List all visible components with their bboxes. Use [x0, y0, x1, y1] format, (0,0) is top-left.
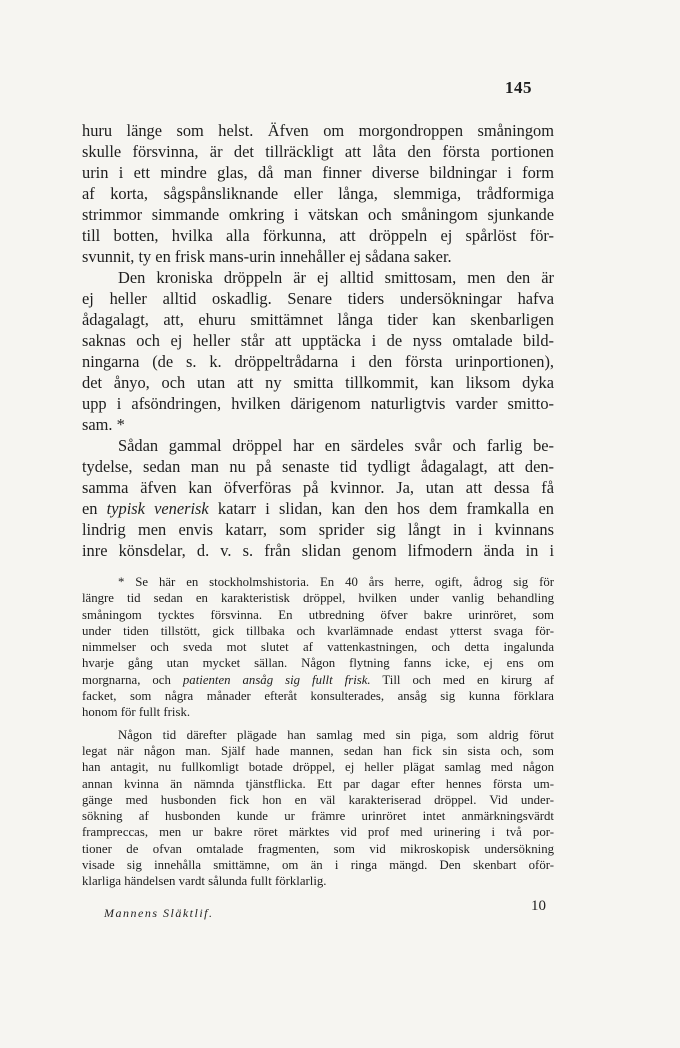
text-line: ådagalagt, att, ehuru smittämnet långa tider kan skenbarligen [82, 310, 554, 329]
footnotes [82, 574, 554, 890]
text-line: inre könsdelar, d. v. s. från slidan genom lifmodern ända in i [82, 541, 554, 560]
text-fragment: morgnarna, och [82, 672, 171, 687]
footnote-line: framprессas, men ur bakre röret märktes vid prof med urinering i två por- [82, 825, 554, 840]
text-line: skulle försvinna, är det tillräckligt att låta den första portionen [82, 142, 554, 161]
text-line: det ånyo, och utan att ny smitta tillkommit, kan liksom dyka [82, 373, 554, 392]
signature-mark: Mannens Släktlif. [104, 906, 214, 920]
footnote-line: * Se här en stockholmshistoria. En 40 års herre, ogift, ådrog sig för [118, 575, 554, 589]
footnote-line: han antagit, nu fullkomligt botade dröppel, ej heller plägat samlag med någon [82, 760, 554, 775]
text-fragment: Till och med en kirurg af [382, 672, 555, 687]
text-line: samma äfven kan öfverföras på kvinnor. Ja, utan att dessa få [82, 478, 554, 497]
footnote-line: annan kvinna än nämnda tjänstflicka. Ett par dagar efter hennes första um- [82, 776, 554, 791]
footnote-line [82, 672, 554, 688]
text-line: Sådan gammal dröppel har en särdeles svår och farlig be- [118, 436, 554, 455]
text-line: ningarna (de s. k. dröppeltrådarna i den första urinportionen), [82, 352, 554, 371]
footnote-line: klarliga händelsen vardt sålunda fullt förklarlig. [82, 874, 327, 889]
footnote-line: tioner de ofvan omtalade fragmenten, som vid mikroskopisk undersökning [82, 841, 554, 856]
text-line: urin i ett mindre glas, då man finner diverse bildningar i form [82, 163, 554, 182]
footnote-line: småningom tycktes försvinna. En utbredning öfver bakre urinröret, som [82, 607, 554, 622]
italic-phrase: typisk venerisk [106, 499, 209, 518]
footnote-line: sökning af husbonden kunde ur främre urinröret intet anmärkningsvärdt [82, 809, 554, 824]
text-line: till botten, hvilka alla förkunna, att dröppeln ej spårlöst för- [82, 226, 554, 245]
text-fragment: en [82, 499, 98, 518]
italic-phrase: patienten ansåg sig fullt frisk. [182, 672, 371, 687]
text-line: af korta, sågspånsliknande eller långa, slemmiga, trådformiga [82, 184, 554, 203]
footnote-line: visade sig innehålla smittämne, om än i ringa mängd. Den skenbart oför- [82, 858, 554, 873]
text-line: ej heller alltid oskadlig. Senare tiders undersökningar hafva [82, 289, 554, 308]
footnote-line: Någon tid därefter plägade han samlag med sin piga, som aldrig förut [118, 727, 554, 742]
text-line: upp i afsöndringen, hvilken därigenom naturligtvis varder smitto- [82, 394, 554, 413]
footnote-line: nimmelser och sveda mot slutet af vattenkastningen, och detta ingalunda [82, 640, 554, 655]
text-line: sam. * [82, 415, 125, 434]
footnote-line: facket, som några månader efteråt konsulterades, ansåg sig kunna förklara [82, 689, 554, 704]
text-fragment: katarr i slidan, kan den hos dem framkalla en [217, 499, 554, 518]
footnote-line: längre tid sedan en karakteristisk dröppel, hvilken under vanlig behandling [82, 591, 554, 606]
text-line: lindrig men envis katarr, som sprider sig långt in i kvinnans [82, 520, 554, 539]
text-line [82, 498, 554, 519]
text-line: strimmor simmande omkring i vätskan och småningom sjunkande [82, 205, 554, 224]
text-line: saknas och ej heller står att upptäcka i de nyss omtalade bild- [82, 331, 554, 350]
sheet-number: 10 [531, 898, 546, 914]
text-line: tydelse, sedan man nu på senaste tid tydligt ådagalagt, att den- [82, 457, 554, 476]
footnote-line: legat när någon man. Själf hade mannen, sedan han fick sin sista och, som [82, 743, 554, 758]
text-line: Den kroniska dröppeln är ej alltid smittosam, men den är [118, 268, 554, 287]
footnote-line: gänge med husbonden fick hon en väl karakteriserad dröppel. Vid under- [82, 792, 554, 807]
main-text [82, 120, 554, 561]
text-line: svunnit, ty en frisk mans-urin innehåller ej sådana saker. [82, 247, 452, 266]
footnote-line: hvarje gång utan mycket sällan. Någon flytning fanns icke, ej ens om [82, 656, 554, 671]
page-number: 145 [505, 78, 532, 97]
text-line: huru länge som helst. Äfven om morgondroppen småningom [82, 121, 554, 140]
footnote-line: under tiden tillstött, gick tillbaka och kvarlämnade endast ytterst svaga för- [82, 623, 554, 638]
footnote-line: honom för fullt frisk. [82, 705, 191, 720]
